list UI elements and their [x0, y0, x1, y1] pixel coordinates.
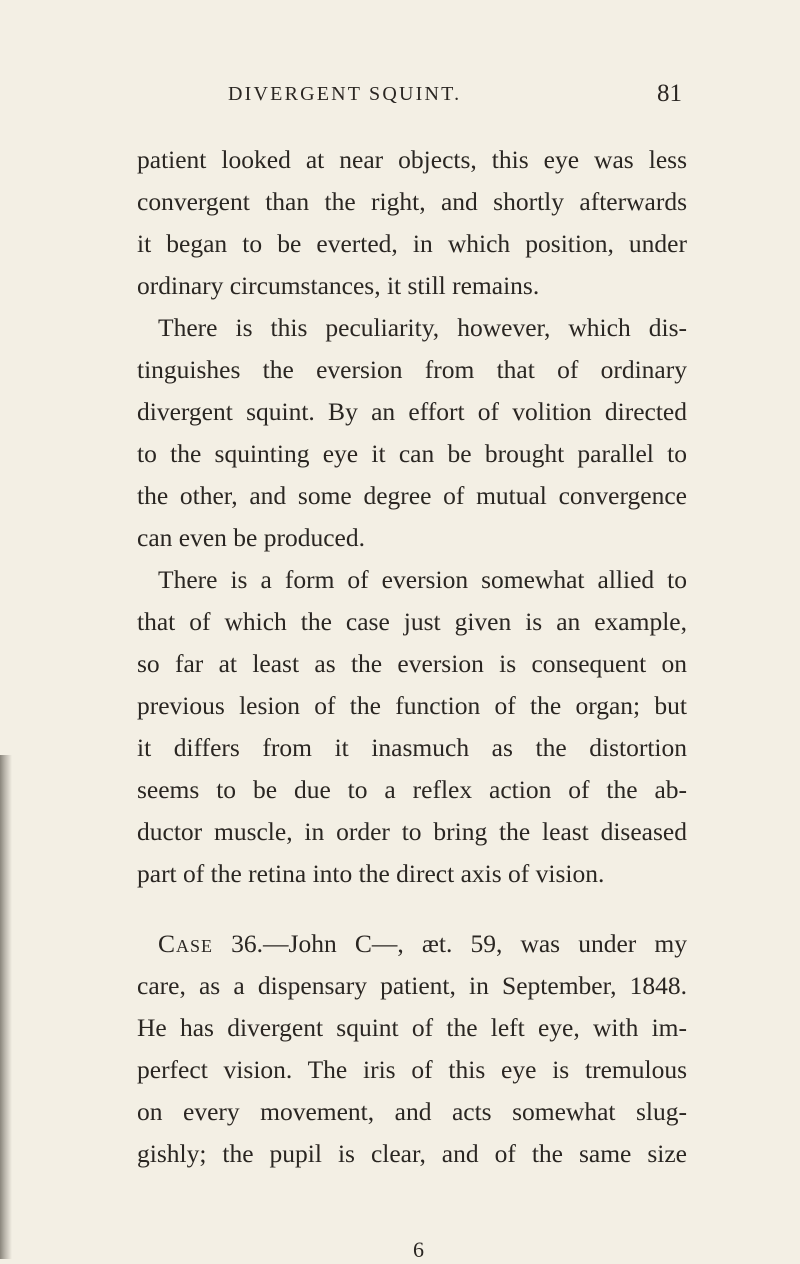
running-head: [228, 78, 682, 110]
text-line: so far at least as the eversion is consequent on: [137, 649, 687, 678]
binding-shadow: [0, 755, 12, 1259]
case-heading-line: [158, 926, 687, 962]
text-line: it began to be everted, in which position, under: [137, 229, 687, 258]
text-line: on every movement, and acts somewhat slug-: [137, 1097, 687, 1126]
text-line: part of the retina into the direct axis of vision.: [137, 859, 605, 888]
page-number: 81: [657, 80, 682, 107]
text-line: it differs from it inasmuch as the distortion: [137, 733, 687, 762]
text-line: previous lesion of the function of the organ; but: [137, 691, 687, 720]
text-line: There is a form of eversion somewhat allied to: [158, 565, 687, 594]
text-line: to the squinting eye it can be brought parallel to: [137, 439, 687, 468]
text-line: There is this peculiarity, however, which dis-: [158, 313, 687, 342]
running-title: DIVERGENT SQUINT.: [228, 83, 462, 105]
text-line: perfect vision. The iris of this eye is tremulous: [137, 1055, 687, 1084]
case-label: Case: [158, 929, 214, 958]
text-line: gishly; the pupil is clear, and of the same size: [137, 1139, 687, 1168]
signature-mark: 6: [413, 1237, 424, 1262]
text-line: care, as a dispensary patient, in September, 1848.: [137, 971, 687, 1000]
text-line: seems to be due to a reflex action of the ab-: [137, 775, 687, 804]
text-line: ductor muscle, in order to bring the least diseased: [137, 817, 687, 846]
text-line: tinguishes the eversion from that of ordinary: [137, 355, 687, 384]
text-line: the other, and some degree of mutual convergence: [137, 481, 687, 510]
text-line: patient looked at near objects, this eye was less: [137, 145, 687, 174]
text-line: ordinary circumstances, it still remains.: [137, 271, 540, 300]
text-line: can even be produced.: [137, 523, 365, 552]
case-heading-text: 36.—John C—, æt. 59, was under my: [231, 929, 688, 958]
text-line: convergent than the right, and shortly afterwards: [137, 187, 687, 216]
text-line: that of which the case just given is an example,: [137, 607, 687, 636]
text-line: divergent squint. By an effort of volition directed: [137, 397, 687, 426]
text-line: He has divergent squint of the left eye, with im-: [137, 1013, 687, 1042]
